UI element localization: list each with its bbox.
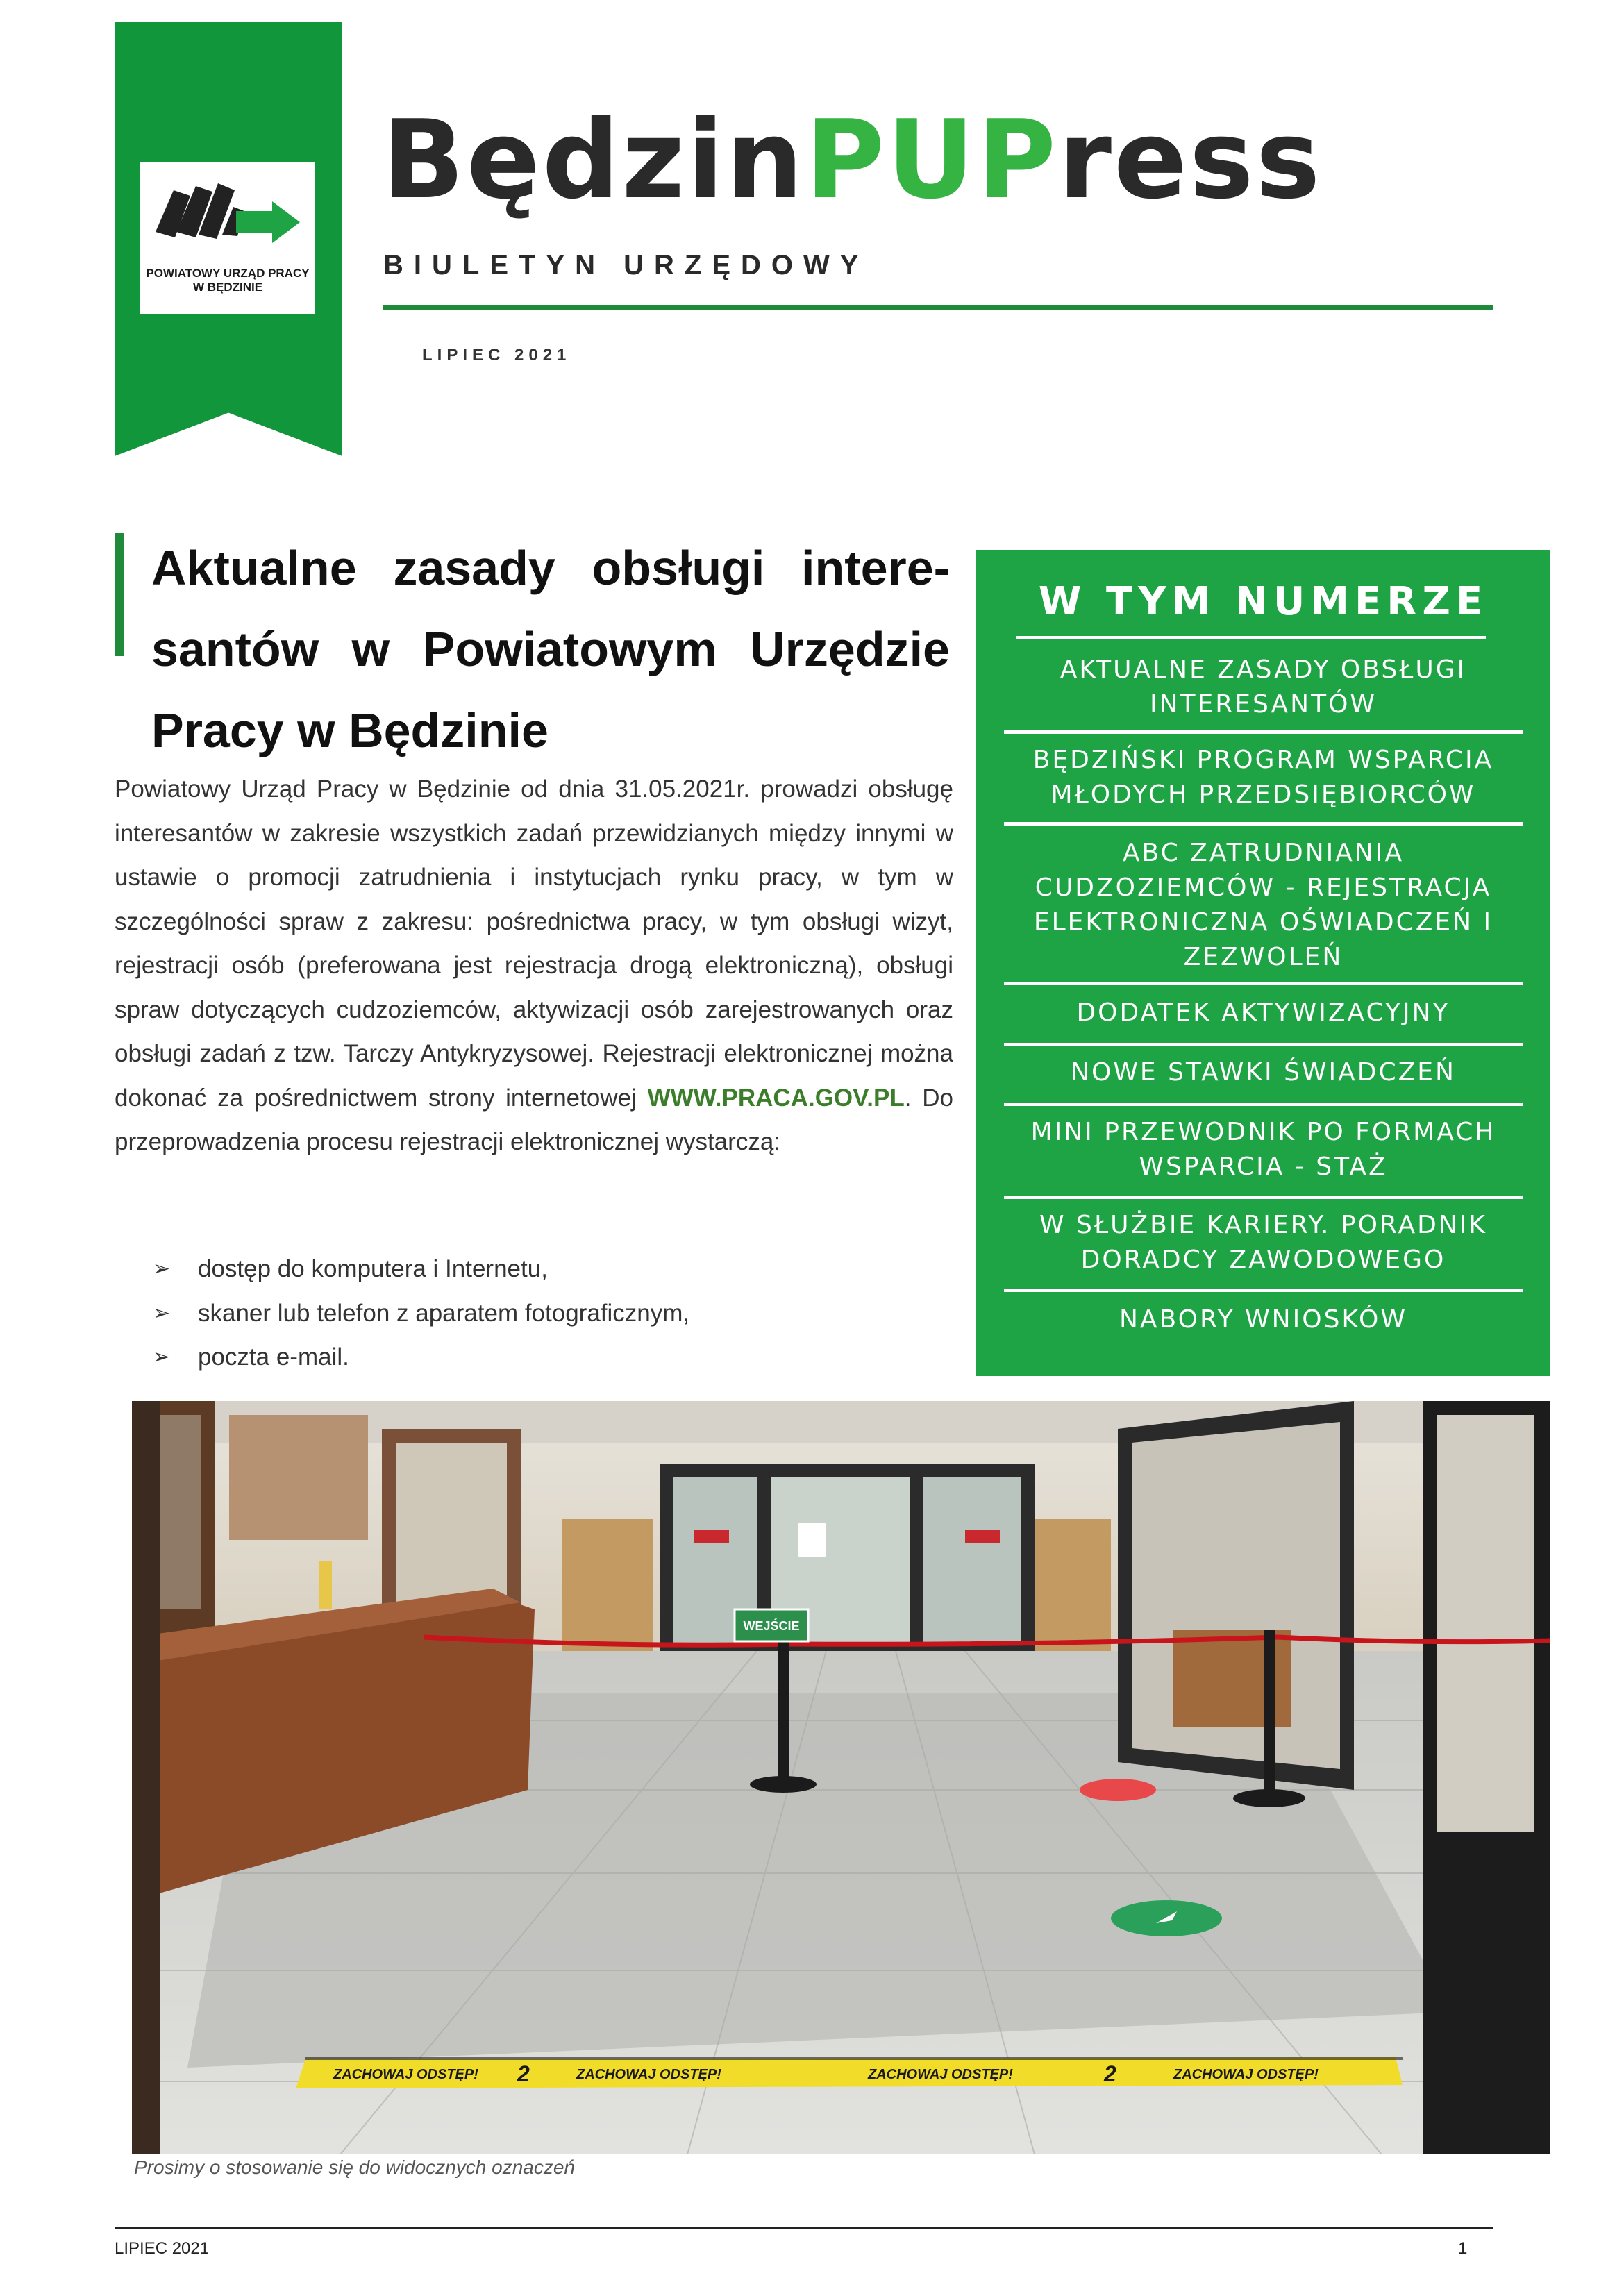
toc-divider bbox=[1004, 1289, 1523, 1292]
toc-item[interactable]: MINI PRZEWODNIK PO FORMACH WSPARCIA - STAŻ bbox=[1030, 1118, 1496, 1181]
toc-divider bbox=[1004, 730, 1523, 734]
footer-date: LIPIEC 2021 bbox=[115, 2239, 210, 2258]
list-item-text: dostęp do komputera i Internetu, bbox=[198, 1255, 548, 1282]
logo-caption-line2: W BĘDZINIE bbox=[192, 280, 263, 294]
toc-item[interactable]: ABC ZATRUDNIANIA CUDZOZIEMCÓW - REJESTRACJA ELEKTRONICZNA OŚWIADCZEŃ I ZEZWOLEŃ bbox=[1033, 839, 1493, 971]
article-title: Aktualne zasady obsługi intere-santów w Powiatowym Urzędzie Pracy w Będzinie bbox=[151, 541, 950, 757]
logo-caption-line1: POWIATOWY URZĄD PRACY bbox=[146, 267, 310, 280]
praca-gov-link[interactable]: WWW.PRACA.GOV.PL bbox=[647, 1084, 905, 1112]
title-accent-bar bbox=[115, 533, 124, 656]
publication-subtitle: BIULETYN URZĘDOWY bbox=[383, 250, 869, 280]
toc-item[interactable]: W SŁUŻBIE KARIERY. PORADNIK DORADCY ZAWODOWEGO bbox=[1039, 1211, 1487, 1274]
entrance-hall-photo bbox=[132, 1401, 1550, 2154]
floor-tape-distance: 2 bbox=[1104, 2061, 1116, 2086]
toc-divider bbox=[1004, 1103, 1523, 1106]
arrow-bullet-icon: ➢ bbox=[153, 1301, 171, 1325]
issue-date: LIPIEC 2021 bbox=[422, 346, 571, 364]
body-text-part2: . Do przeprowadzenia procesu rejestracji elektronicznej wystarczą: bbox=[115, 1084, 953, 1155]
arrow-bullet-icon: ➢ bbox=[153, 1257, 171, 1280]
footer-divider bbox=[115, 2227, 1493, 2229]
toc-divider bbox=[1004, 982, 1523, 985]
floor-tape-distance: 2 bbox=[517, 2061, 530, 2086]
floor-tape-text: ZACHOWAJ ODSTĘP! bbox=[576, 2067, 721, 2082]
toc-divider bbox=[1004, 1043, 1523, 1046]
logo-caption bbox=[140, 267, 315, 294]
title-part-bedzin: Będzin bbox=[382, 97, 805, 223]
list-item-text: poczta e-mail. bbox=[198, 1343, 349, 1371]
toc-divider bbox=[1004, 1196, 1523, 1199]
in-this-issue-box bbox=[976, 550, 1550, 1376]
article-body bbox=[115, 767, 953, 1164]
toc-heading: W TYM NUMERZE bbox=[1038, 579, 1489, 624]
list-item bbox=[153, 1247, 689, 1291]
toc-divider bbox=[1016, 636, 1486, 639]
header-divider bbox=[383, 305, 1493, 310]
toc-item[interactable]: DODATEK AKTYWIZACYJNY bbox=[1076, 998, 1450, 1027]
floor-tape-text: ZACHOWAJ ODSTĘP! bbox=[868, 2067, 1013, 2082]
toc-item[interactable]: BĘDZIŃSKI PROGRAM WSPARCIA MŁODYCH PRZEDSIĘBIORCÓW bbox=[1032, 746, 1494, 809]
list-item bbox=[153, 1335, 689, 1380]
list-item bbox=[153, 1291, 689, 1336]
office-logo-graphic bbox=[140, 162, 315, 267]
arrow-bullet-icon: ➢ bbox=[153, 1346, 171, 1368]
photo-caption: Prosimy o stosowanie się do widocznych oznaczeń bbox=[134, 2156, 575, 2178]
body-text-part1: Powiatowy Urząd Pracy w Będzinie od dnia 31.05.2021r. prowadzi obsługę interesantów w zakresie wszystkich zadań przewidzianych między innymi w ustawie o promocji zatrudnienia i instytucjach rynku pracy, w tym w szczególności spraw z zakresu: pośrednictwa pracy, w tym obsługi wizyt, rejestracji osób (preferowana jest rejestracja drogą elektroniczną), obsługi spraw dotyczących cudzoziemców, aktywizacji osób zarejestrowanych oraz obsługi zadań z tzw. Tarczy Antykryzysowej. Rejestracji elektronicznej można dokonać za pośrednictwem strony internetowej bbox=[115, 776, 953, 1112]
requirements-list bbox=[153, 1247, 689, 1380]
floor-tape-text: ZACHOWAJ ODSTĘP! bbox=[333, 2067, 478, 2082]
toc-divider bbox=[1004, 822, 1523, 826]
floor-tape-text: ZACHOWAJ ODSTĘP! bbox=[1173, 2067, 1319, 2082]
publication-title bbox=[382, 97, 1323, 222]
title-part-pup: PUP bbox=[805, 97, 1059, 223]
list-item-text: skaner lub telefon z aparatem fotograficznym, bbox=[198, 1299, 690, 1327]
entrance-hall-illustration bbox=[132, 1401, 1550, 2154]
page-number: 1 bbox=[1458, 2239, 1468, 2258]
entrance-sign-text: WEJŚCIE bbox=[743, 1619, 800, 1633]
title-part-ress: ress bbox=[1058, 97, 1323, 223]
toc-item[interactable]: NOWE STAWKI ŚWIADCZEŃ bbox=[1071, 1058, 1456, 1087]
toc-item[interactable]: NABORY WNIOSKÓW bbox=[1119, 1305, 1407, 1334]
toc-item[interactable]: AKTUALNE ZASADY OBSŁUGI INTERESANTÓW bbox=[1060, 655, 1467, 719]
